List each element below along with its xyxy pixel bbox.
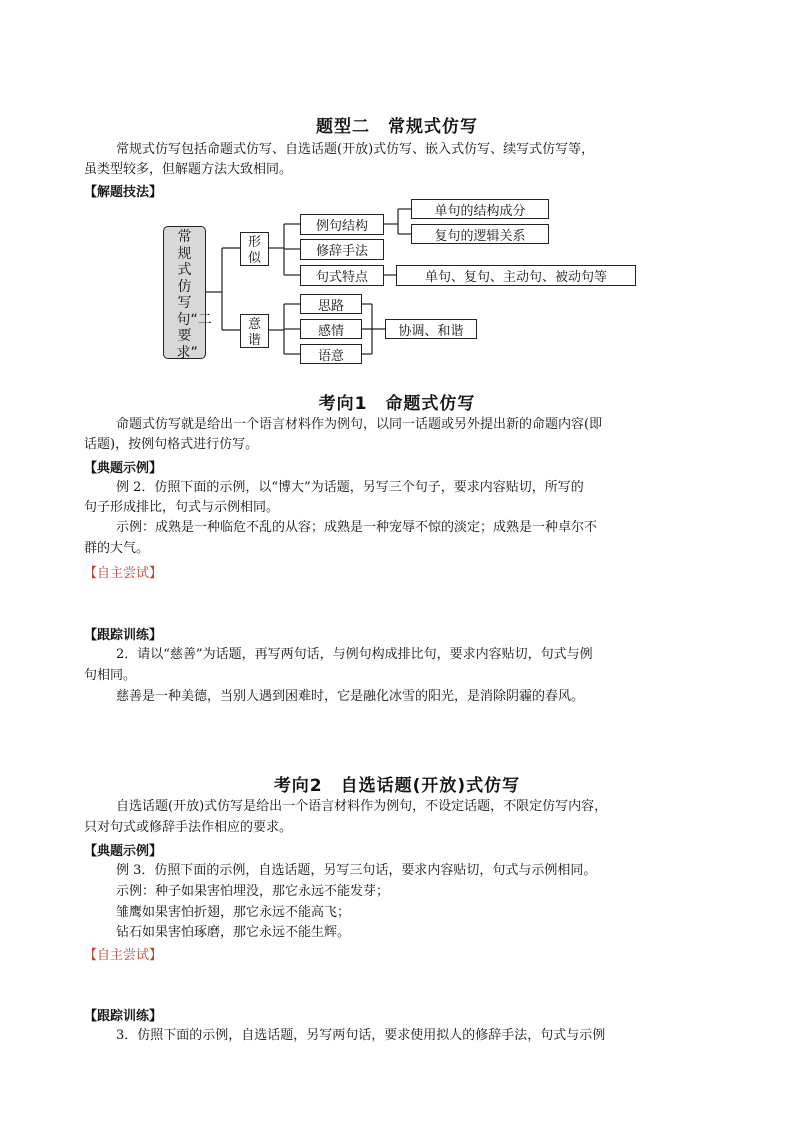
k2-desc-1: 自选话题(开放)式仿写是给出一个语言材料作为例句，不设定话题，不限定仿写内容，: [116, 799, 608, 814]
k1-practice-label: 【跟踪训练】: [84, 628, 163, 643]
method-label: 【解题技法】: [84, 185, 163, 200]
diagram-item-sentence-feature: 句式特点: [300, 265, 384, 286]
diagram-branch-meaning: 意谐: [240, 314, 269, 348]
k1-example-label: 【典题示例】: [84, 461, 163, 476]
k2-practice-line-1: 3．仿照下面的示例，自选话题，另写两句话，要求使用拟人的修辞手法，句式与示例: [116, 1028, 606, 1043]
k1-title: 考向1 命题式仿写: [318, 394, 476, 414]
k2-title: 考向2 自选话题(开放)式仿写: [273, 776, 521, 796]
k1-try-label: 【自主尝试】: [84, 566, 163, 581]
k1-desc-2: 话题)，按例句格式进行仿写。: [84, 437, 259, 452]
k2-example-line-3: 雏鹰如果害怕折翅，那它永远不能高飞；: [116, 905, 351, 920]
k1-example-line-1: 例 2．仿照下面的示例，以“博大”为话题，另写三个句子，要求内容贴切，所写的: [116, 480, 584, 495]
k1-example-line-4: 群的大气。: [84, 541, 150, 556]
diagram-item-thought: 思路: [300, 294, 362, 314]
k2-example-line-4: 钻石如果害怕琢磨，那它永远不能生辉。: [116, 925, 351, 940]
k2-practice-label: 【跟踪训练】: [84, 1009, 163, 1024]
diagram-item-rhetoric: 修辞手法: [300, 239, 384, 260]
diagram-branch-form: 形似: [240, 232, 269, 266]
k1-example-line-3: 示例：成熟是一种临危不乱的从容；成熟是一种宠辱不惊的淡定；成熟是一种卓尔不: [116, 520, 598, 535]
k1-practice-line-1: 2．请以“慈善”为话题，再写两句话，与例句构成排比句，要求内容贴切，句式与例: [116, 647, 593, 662]
k1-practice-line-2: 句相同。: [84, 668, 137, 683]
intro-line-1: 常规式仿写包括命题式仿写、自选话题(开放)式仿写、嵌入式仿写、续写式仿写等，: [116, 142, 595, 157]
diagram-root: 常规式仿写句“二要求”: [163, 226, 206, 359]
k2-desc-2: 只对句式或修辞手法作相应的要求。: [84, 820, 293, 835]
k2-example-line-1: 例 3．仿照下面的示例，自选话题，另写三句话，要求内容贴切，句式与示例相同。: [116, 863, 597, 878]
k2-try-label: 【自主尝试】: [84, 948, 163, 963]
diagram-item-meaning: 语意: [300, 344, 362, 364]
section-title: 题型二 常规式仿写: [316, 117, 478, 137]
diagram-result: 协调、和谐: [385, 319, 477, 339]
diagram-feature-detail: 单句、复句、主动句、被动句等: [396, 265, 636, 286]
diagram-item-structure: 例句结构: [300, 214, 384, 235]
diagram-item-emotion: 感情: [300, 319, 362, 339]
diagram-sub-complex: 复句的逻辑关系: [411, 224, 549, 244]
intro-line-2: 虽类型较多，但解题方法大致相同。: [84, 162, 293, 177]
k2-example-line-2: 示例：种子如果害怕埋没，那它永远不能发芽；: [116, 884, 390, 899]
k2-example-label: 【典题示例】: [84, 844, 163, 859]
k1-desc-1: 命题式仿写就是给出一个语言材料作为例句，以同一话题或另外提出新的命题内容(即: [116, 417, 603, 432]
diagram-sub-single: 单句的结构成分: [411, 199, 549, 219]
k1-example-line-2: 句子形成排比，句式与示例相同。: [84, 500, 280, 515]
k1-practice-line-3: 慈善是一种美德，当别人遇到困难时，它是融化冰雪的阳光，是消除阴霾的春风。: [116, 689, 585, 704]
